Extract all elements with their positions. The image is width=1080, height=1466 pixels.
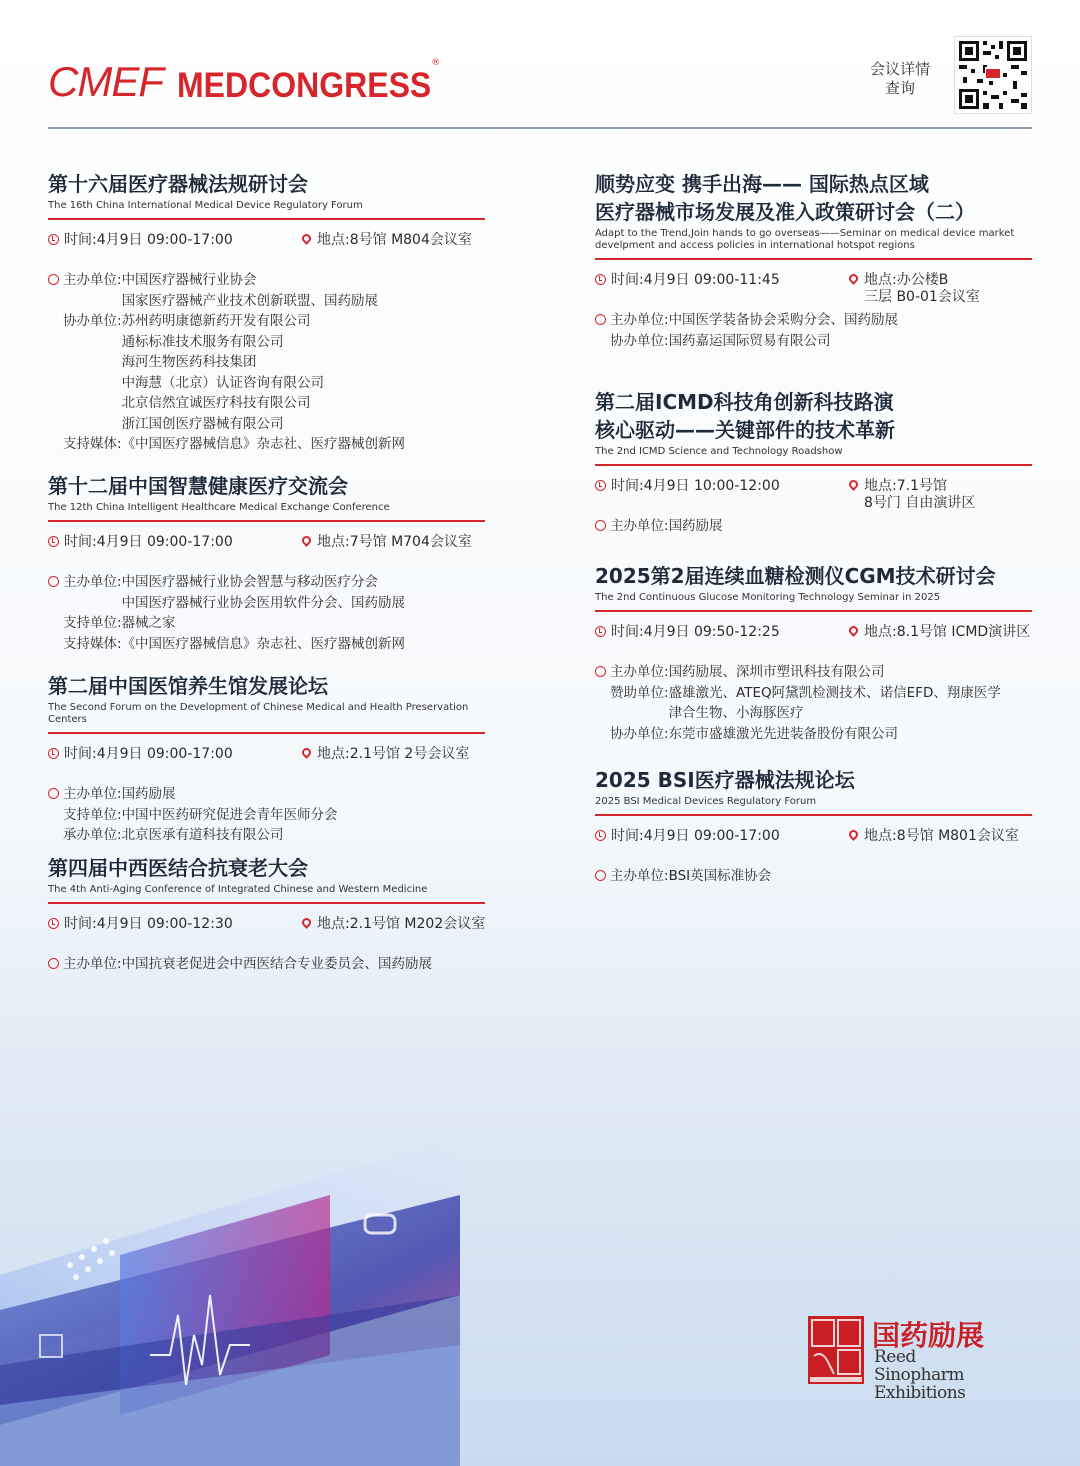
event-meta — [595, 466, 1035, 511]
event-time-text: 时间:4月9日 09:00-17:00 — [64, 746, 233, 762]
event-organizers — [595, 300, 1035, 351]
event-time-text: 时间:4月9日 09:00-12:30 — [64, 916, 233, 932]
logo-registered-mark: ® — [431, 58, 441, 68]
logo-cmef: CMEF — [48, 58, 163, 105]
brand-name-en: Reed Sinopharm Exhibitions — [874, 1347, 966, 1403]
clock-icon — [595, 274, 606, 285]
event-organizers — [48, 774, 488, 846]
event-time-text: 时间:4月9日 09:00-17:00 — [64, 534, 233, 550]
organizer-names: 中国医疗器械行业协会智慧与移动医疗分会 中国医疗器械行业协会医用软件分会、国药励展 — [121, 574, 406, 611]
organizer-label: 主办单位: — [610, 868, 669, 884]
organizer-label: 主办单位: — [610, 664, 669, 680]
event-title-en: The Second Forum on the Development of Chinese Medical and Health Preservation Centers — [48, 702, 469, 725]
organizer-label: 支持媒体: — [63, 436, 122, 452]
event-title: 第四届中西医结合抗衰老大会 — [48, 856, 308, 880]
organizer-icon — [595, 520, 606, 531]
organizer-names: 中国医疗器械行业协会 国家医疗器械产业技术创新联盟、国药励展 — [121, 272, 379, 309]
event-title: 2025 BSI医疗器械法规论坛 — [595, 768, 855, 792]
event-title: 第十六届医疗器械法规研讨会 — [48, 172, 308, 196]
organizer-names: 中国抗衰老促进会中西医结合专业委员会、国药励展 — [121, 956, 433, 972]
clock-icon — [48, 918, 59, 929]
event-location — [847, 478, 975, 512]
organizer-icon — [595, 314, 606, 325]
event-title: 第二届ICMD科技角创新科技路演 核心驱动——关键部件的技术革新 — [595, 390, 895, 442]
organizer-icon — [595, 870, 606, 881]
event-meta — [595, 816, 1035, 856]
organizer-row — [595, 331, 1035, 352]
event-time — [48, 746, 233, 763]
event-meta — [48, 904, 488, 944]
event-location — [300, 746, 469, 763]
organizer-names: 国药励展 — [668, 518, 723, 534]
organizer-names: 国药嘉运国际贸易有限公司 — [668, 332, 831, 349]
organizer-label: 协办单位: — [610, 332, 669, 349]
organizer-label: 支持单位: — [63, 806, 122, 823]
event-block — [595, 388, 1035, 537]
organizer-row — [595, 516, 1035, 537]
organizer-row — [48, 270, 488, 311]
event-location-text: 地点:8号馆 M801会议室 — [864, 828, 1019, 844]
event-location — [847, 624, 1030, 641]
organizer-label: 主办单位: — [610, 312, 669, 328]
organizer-names: 器械之家 — [121, 615, 176, 631]
event-location — [300, 534, 472, 551]
organizer-label: 主办单位: — [610, 518, 669, 534]
organizer-names: 《中国医疗器械信息》杂志社、医疗器械创新网 — [121, 436, 406, 452]
organizer-names: 东莞市盛雄激光先进装备股份有限公司 — [668, 725, 899, 742]
organizer-row — [595, 683, 1035, 724]
event-title: 第十二届中国智慧健康医疗交流会 — [48, 474, 348, 498]
cmef-medcongress-logo — [48, 58, 440, 106]
organizer-names: 盛雄激光、ATEQ阿黛凯检测技术、诺信EFD、翔康医学 津合生物、小海豚医疗 — [668, 684, 1001, 721]
organizer-label: 主办单位: — [63, 574, 122, 590]
organizer-label: 主办单位: — [63, 956, 122, 972]
organizer-row — [48, 805, 488, 826]
brand-name-cn: 国药励展 — [872, 1319, 985, 1352]
organizer-row — [48, 784, 488, 805]
logo-medcongress: MEDCONGRESS — [177, 65, 432, 105]
organizer-label: 支持单位: — [63, 615, 122, 631]
event-time — [48, 232, 233, 249]
event-location-text: 地点:7.1号馆 8号门 自由演讲区 — [864, 478, 976, 511]
event-time-text: 时间:4月9日 09:50-12:25 — [611, 624, 780, 640]
event-organizers — [48, 562, 488, 654]
organizer-row — [595, 866, 1035, 887]
event-organizers — [595, 856, 1035, 887]
event-time-text: 时间:4月9日 10:00-12:00 — [611, 478, 780, 494]
event-organizers — [48, 260, 488, 455]
event-meta — [595, 260, 1035, 305]
location-pin-icon — [300, 534, 313, 547]
event-block — [48, 854, 488, 975]
organizer-row — [595, 724, 1035, 745]
clock-icon — [48, 234, 59, 245]
organizer-row — [595, 310, 1035, 331]
clock-icon — [48, 536, 59, 547]
organizer-icon — [48, 958, 59, 969]
event-title-en: Adapt to the Trend,Join hands to go overseas——Seminar on medical device market develpment and access policies in international hotspot regions — [595, 228, 1015, 251]
location-pin-icon — [847, 828, 860, 841]
header — [48, 36, 1032, 130]
event-location — [847, 272, 980, 306]
event-block — [595, 766, 1035, 887]
event-title-en: 2025 BSI Medical Devices Regulatory Forum — [595, 796, 817, 807]
organizer-icon — [48, 274, 59, 285]
organizer-names: 国药励展 — [121, 786, 176, 802]
event-time — [595, 272, 780, 289]
clock-icon — [595, 626, 606, 637]
event-title-en: The 2nd ICMD Science and Technology Roadshow — [595, 446, 843, 457]
organizer-label: 主办单位: — [63, 272, 122, 288]
event-block — [48, 472, 488, 654]
organizer-row — [48, 825, 488, 846]
event-meta — [48, 522, 488, 562]
event-meta — [48, 220, 488, 260]
event-title: 第二届中国医馆养生馆发展论坛 — [48, 674, 328, 698]
organizer-names: BSI英国标准协会 — [668, 868, 772, 884]
event-title-en: The 4th Anti-Aging Conference of Integrated Chinese and Western Medicine — [48, 884, 428, 895]
organizer-label: 主办单位: — [63, 786, 122, 802]
organizer-names: 国药励展、深圳市塑讯科技有限公司 — [668, 664, 885, 680]
qr-code-icon — [955, 37, 1031, 113]
event-location-text: 地点:8.1号馆 ICMD演讲区 — [864, 624, 1031, 640]
event-time-text: 时间:4月9日 09:00-17:00 — [64, 232, 233, 248]
event-location-text: 地点:7号馆 M704会议室 — [317, 534, 472, 550]
organizer-label: 协办单位: — [63, 313, 122, 329]
event-title-en: The 12th China Intelligent Healthcare Medical Exchange Conference — [48, 502, 390, 513]
organizer-label: 支持媒体: — [63, 635, 122, 652]
event-organizers — [595, 652, 1035, 744]
organizer-label: 承办单位: — [63, 827, 122, 843]
event-title: 2025第2届连续血糖检测仪CGM技术研讨会 — [595, 564, 996, 588]
seal-logo-icon — [808, 1316, 864, 1384]
event-location — [300, 232, 472, 249]
organizer-row — [48, 572, 488, 613]
event-location-text: 地点:办公楼B 三层 B0-01会议室 — [864, 272, 980, 305]
event-time — [48, 534, 233, 551]
event-block — [48, 672, 488, 846]
event-location — [847, 828, 1019, 845]
clock-icon — [595, 480, 606, 491]
organizer-names: 北京医承有道科技有限公司 — [121, 827, 284, 843]
organizer-row — [48, 634, 488, 655]
clock-icon — [48, 748, 59, 759]
event-organizers — [48, 944, 488, 975]
header-divider — [48, 127, 1032, 129]
event-title-en: The 2nd Continuous Glucose Monitoring Technology Seminar in 2025 — [595, 592, 941, 603]
location-pin-icon — [847, 478, 860, 491]
organizer-label: 协办单位: — [610, 725, 669, 742]
event-location — [300, 916, 485, 933]
event-title: 顺势应变 携手出海—— 国际热点区域 医疗器械市场发展及准入政策研讨会（二） — [595, 172, 975, 224]
event-time-text: 时间:4月9日 09:00-17:00 — [611, 828, 780, 844]
organizer-names: 苏州药明康德新药开发有限公司 通标标准技术服务有限公司 海河生物医药科技集团 中海慧（北京）认证咨询有限公司 北京信然宜诚医疗科技有限公司 浙江国创医疗器械有限公司 — [121, 313, 325, 432]
clock-icon — [595, 830, 606, 841]
event-block — [48, 170, 488, 455]
location-pin-icon — [300, 746, 313, 759]
decorative-tech-graphic — [0, 1135, 460, 1466]
event-location-text: 地点:8号馆 M804会议室 — [317, 232, 472, 248]
event-meta — [48, 734, 488, 774]
qr-caption: 会议详情 查询 — [869, 60, 930, 97]
event-time — [595, 624, 780, 641]
organizer-row — [48, 434, 488, 455]
organizer-names: 中国中医药研究促进会青年医师分会 — [121, 806, 338, 823]
location-pin-icon — [300, 232, 313, 245]
event-time — [595, 828, 780, 845]
organizer-row — [48, 954, 488, 975]
organizer-icon — [595, 666, 606, 677]
organizer-label: 赞助单位: — [610, 684, 669, 701]
organizer-row — [48, 613, 488, 634]
event-time — [595, 478, 780, 495]
event-location-text: 地点:2.1号馆 2号会议室 — [317, 746, 470, 762]
event-meta — [595, 612, 1035, 652]
organizer-names: 《中国医疗器械信息》杂志社、医疗器械创新网 — [121, 635, 406, 652]
reed-sinopharm-logo — [808, 1316, 1008, 1403]
location-pin-icon — [847, 624, 860, 637]
event-time-text: 时间:4月9日 09:00-11:45 — [611, 272, 780, 288]
event-title-en: The 16th China International Medical Device Regulatory Forum — [48, 200, 363, 211]
event-block — [595, 170, 1035, 351]
event-time — [48, 916, 233, 933]
qr-code[interactable] — [954, 36, 1032, 114]
event-block — [595, 562, 1035, 744]
event-location-text: 地点:2.1号馆 M202会议室 — [317, 916, 486, 932]
organizer-icon — [48, 788, 59, 799]
organizer-row — [595, 662, 1035, 683]
organizer-icon — [48, 576, 59, 587]
organizer-row — [48, 311, 488, 434]
organizer-names: 中国医学装备协会采购分会、国药励展 — [668, 312, 899, 328]
location-pin-icon — [300, 916, 313, 929]
location-pin-icon — [847, 272, 860, 285]
